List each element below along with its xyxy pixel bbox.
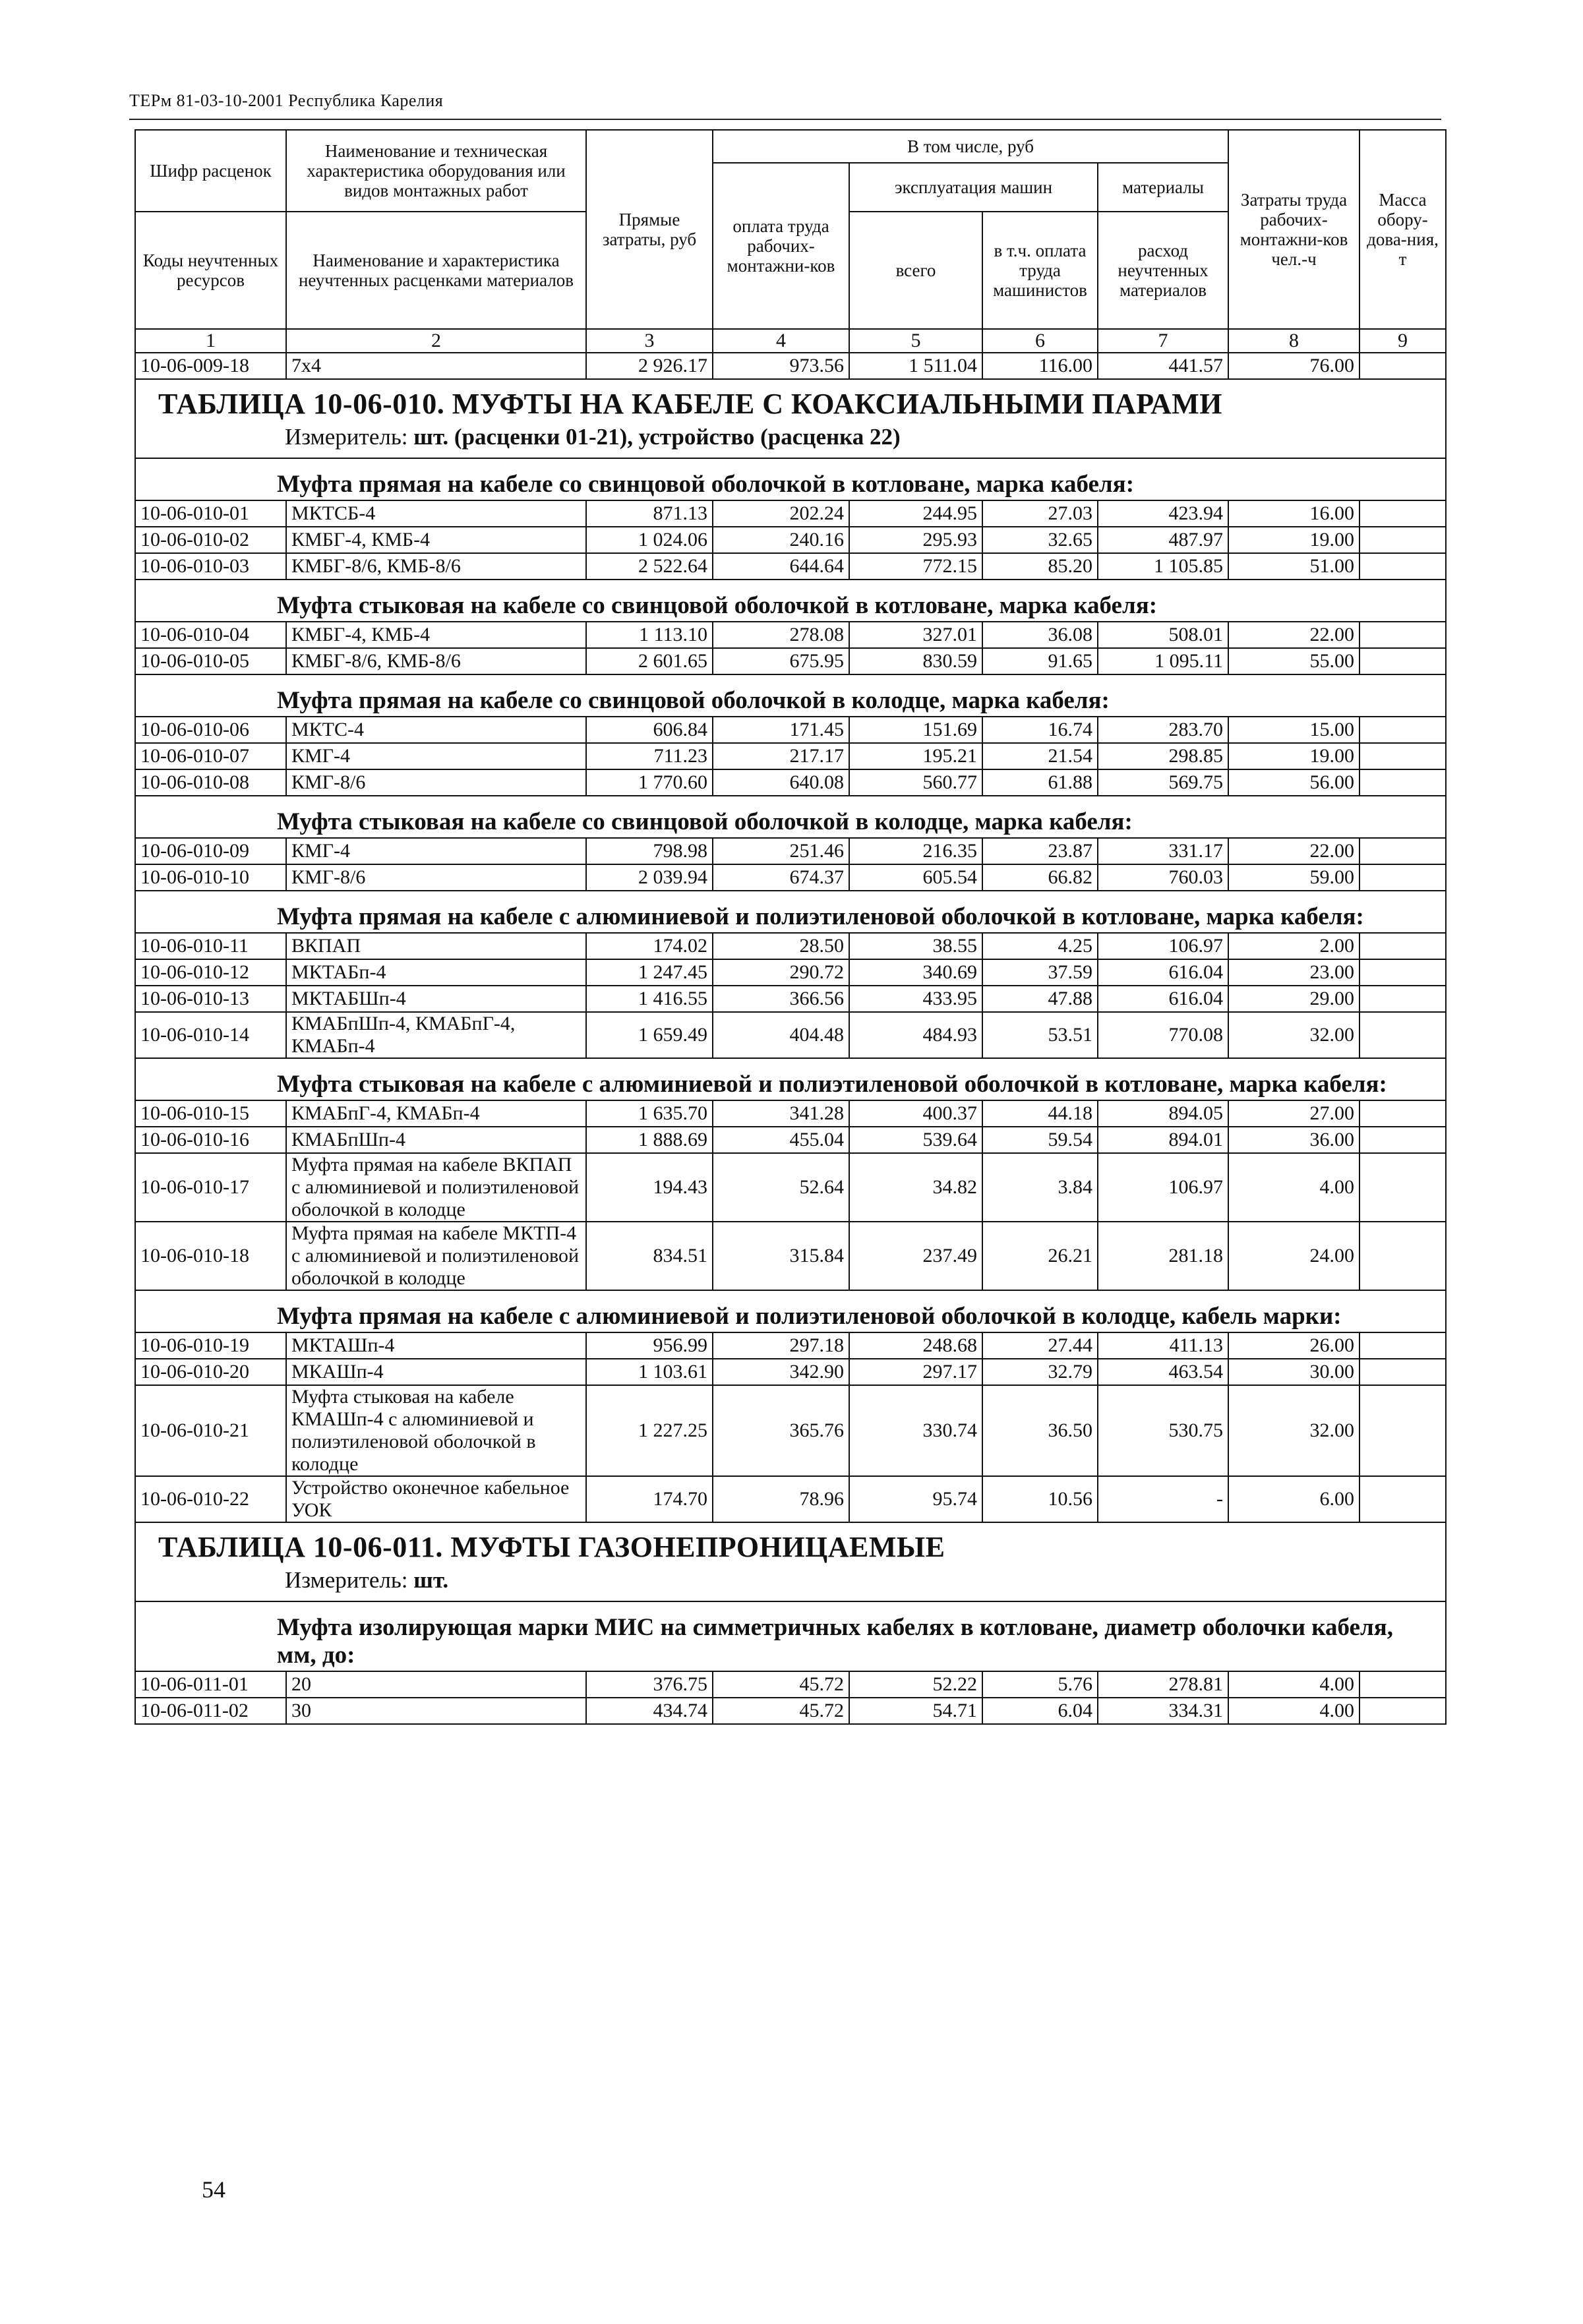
table-row [135, 353, 1446, 379]
worker-wages: 78.96 [713, 1476, 849, 1522]
material-consumption: 106.97 [1098, 1153, 1228, 1222]
worker-wages: 675.95 [713, 648, 849, 674]
table-row [135, 1100, 1446, 1127]
work-name: МКТС-4 [286, 717, 586, 743]
column-number: 7 [1098, 329, 1228, 353]
col-header-labor-hours: Затраты труда рабочих-монтажни-ков чел.-ч [1228, 130, 1359, 329]
machinist-wages: 59.54 [982, 1127, 1098, 1153]
work-name: МКТАБШп-4 [286, 986, 586, 1012]
page-number: 54 [202, 2176, 225, 2203]
labor-hours: 4.00 [1228, 1671, 1359, 1698]
section-heading: Муфта изолирующая марки МИС на симметричных кабелях в котловане, диаметр оболочки кабеля, мм, до: [135, 1601, 1446, 1671]
work-name: 30 [286, 1698, 586, 1724]
equipment-mass [1359, 1153, 1446, 1222]
direct-costs: 1 113.10 [586, 622, 713, 648]
rate-code: 10-06-010-14 [135, 1012, 286, 1058]
machinist-wages: 26.21 [982, 1222, 1098, 1290]
rate-code: 10-06-009-18 [135, 353, 286, 379]
rate-code: 10-06-010-16 [135, 1127, 286, 1153]
equipment-mass [1359, 1012, 1446, 1058]
machinist-wages: 6.04 [982, 1698, 1098, 1724]
labor-hours: 27.00 [1228, 1100, 1359, 1127]
direct-costs: 606.84 [586, 717, 713, 743]
rate-code: 10-06-011-01 [135, 1671, 286, 1698]
work-name: КМГ-4 [286, 743, 586, 769]
machines-total: 52.22 [849, 1671, 982, 1698]
material-consumption: 106.97 [1098, 933, 1228, 959]
work-name: Устройство оконечное кабельное УОК [286, 1476, 586, 1522]
equipment-mass [1359, 743, 1446, 769]
work-name: МКТАШп-4 [286, 1332, 586, 1359]
unit-value: шт. (расценки 01-21), устройство (расценка 22) [413, 424, 901, 450]
machinist-wages: 91.65 [982, 648, 1098, 674]
material-consumption: 283.70 [1098, 717, 1228, 743]
machines-total: 38.55 [849, 933, 982, 959]
machines-total: 34.82 [849, 1153, 982, 1222]
work-name: КМГ-4 [286, 838, 586, 864]
material-consumption: 278.81 [1098, 1671, 1228, 1698]
section-heading: Муфта стыковая на кабеле с алюминиевой и полиэтиленовой оболочкой в котловане, марка кабеля: [135, 1058, 1446, 1100]
rate-code: 10-06-010-19 [135, 1332, 286, 1359]
machines-total: 830.59 [849, 648, 982, 674]
section-heading: Муфта прямая на кабеле с алюминиевой и полиэтиленовой оболочкой в котловане, марка кабеля: [135, 891, 1446, 933]
equipment-mass [1359, 553, 1446, 580]
column-number: 8 [1228, 329, 1359, 353]
machines-total: 95.74 [849, 1476, 982, 1522]
machinist-wages: 116.00 [982, 353, 1098, 379]
equipment-mass [1359, 622, 1446, 648]
col-header-wages: оплата труда рабочих-монтажни-ков [713, 163, 849, 329]
labor-hours: 22.00 [1228, 622, 1359, 648]
table-010-unit [158, 422, 1423, 452]
table-row [135, 769, 1446, 796]
worker-wages: 251.46 [713, 838, 849, 864]
machines-total: 400.37 [849, 1100, 982, 1127]
labor-hours: 36.00 [1228, 1127, 1359, 1153]
header-rule [129, 119, 1441, 120]
work-name: МКТСБ-4 [286, 500, 586, 527]
material-consumption: 894.05 [1098, 1100, 1228, 1127]
equipment-mass [1359, 1359, 1446, 1385]
worker-wages: 365.76 [713, 1385, 849, 1476]
direct-costs: 834.51 [586, 1222, 713, 1290]
rate-code: 10-06-010-20 [135, 1359, 286, 1385]
machines-total: 54.71 [849, 1698, 982, 1724]
machinist-wages: 10.56 [982, 1476, 1098, 1522]
material-consumption: 569.75 [1098, 769, 1228, 796]
equipment-mass [1359, 986, 1446, 1012]
equipment-mass [1359, 769, 1446, 796]
work-name: КМГ-8/6 [286, 864, 586, 891]
table-row [135, 933, 1446, 959]
machines-total: 560.77 [849, 769, 982, 796]
table-row [135, 1012, 1446, 1058]
table-row [135, 1359, 1446, 1385]
rate-code: 10-06-010-07 [135, 743, 286, 769]
direct-costs: 434.74 [586, 1698, 713, 1724]
labor-hours: 6.00 [1228, 1476, 1359, 1522]
direct-costs: 1 227.25 [586, 1385, 713, 1476]
direct-costs: 711.23 [586, 743, 713, 769]
col-header-machines-total: всего [849, 212, 982, 329]
machinist-wages: 66.82 [982, 864, 1098, 891]
work-name: КМБГ-4, КМБ-4 [286, 527, 586, 553]
direct-costs: 1 770.60 [586, 769, 713, 796]
rate-code: 10-06-010-01 [135, 500, 286, 527]
direct-costs: 2 522.64 [586, 553, 713, 580]
material-consumption: 331.17 [1098, 838, 1228, 864]
table-011-unit [158, 1565, 1423, 1595]
worker-wages: 52.64 [713, 1153, 849, 1222]
table-row [135, 648, 1446, 674]
col-header-group-machines: эксплуатация машин [849, 163, 1098, 212]
material-consumption: 770.08 [1098, 1012, 1228, 1058]
machines-total: 433.95 [849, 986, 982, 1012]
table-row [135, 743, 1446, 769]
column-number: 4 [713, 329, 849, 353]
machines-total: 327.01 [849, 622, 982, 648]
table-row [135, 500, 1446, 527]
worker-wages: 217.17 [713, 743, 849, 769]
worker-wages: 290.72 [713, 959, 849, 986]
worker-wages: 202.24 [713, 500, 849, 527]
worker-wages: 455.04 [713, 1127, 849, 1153]
equipment-mass [1359, 1698, 1446, 1724]
direct-costs: 1 247.45 [586, 959, 713, 986]
worker-wages: 45.72 [713, 1671, 849, 1698]
worker-wages: 297.18 [713, 1332, 849, 1359]
direct-costs: 1 659.49 [586, 1012, 713, 1058]
table-row [135, 1385, 1446, 1476]
equipment-mass [1359, 1385, 1446, 1476]
worker-wages: 674.37 [713, 864, 849, 891]
direct-costs: 2 039.94 [586, 864, 713, 891]
work-name: 20 [286, 1671, 586, 1698]
machines-total: 340.69 [849, 959, 982, 986]
machinist-wages: 32.79 [982, 1359, 1098, 1385]
material-consumption: 530.75 [1098, 1385, 1228, 1476]
machinist-wages: 3.84 [982, 1153, 1098, 1222]
table-row [135, 864, 1446, 891]
labor-hours: 32.00 [1228, 1012, 1359, 1058]
col-header-code: Шифр расценок [135, 130, 286, 212]
col-header-material-names: Наименование и характеристика неучтенных расценками материалов [286, 212, 586, 329]
machines-total: 216.35 [849, 838, 982, 864]
rate-code: 10-06-010-12 [135, 959, 286, 986]
section-heading: Муфта прямая на кабеле со свинцовой оболочкой в колодце, марка кабеля: [135, 674, 1446, 717]
material-consumption: 334.31 [1098, 1698, 1228, 1724]
material-consumption: 411.13 [1098, 1332, 1228, 1359]
table-row [135, 1476, 1446, 1522]
direct-costs: 871.13 [586, 500, 713, 527]
direct-costs: 376.75 [586, 1671, 713, 1698]
equipment-mass [1359, 1222, 1446, 1290]
column-number: 9 [1359, 329, 1446, 353]
section-heading: Муфта стыковая на кабеле со свинцовой оболочкой в колодце, марка кабеля: [135, 796, 1446, 838]
unit-label: Измеритель: [285, 424, 408, 450]
machinist-wages: 21.54 [982, 743, 1098, 769]
direct-costs: 174.70 [586, 1476, 713, 1522]
table-row [135, 1153, 1446, 1222]
direct-costs: 2 926.17 [586, 353, 713, 379]
machinist-wages: 32.65 [982, 527, 1098, 553]
material-consumption: 1 095.11 [1098, 648, 1228, 674]
labor-hours: 19.00 [1228, 527, 1359, 553]
machines-total: 772.15 [849, 553, 982, 580]
column-number: 6 [982, 329, 1098, 353]
unit-label: Измеритель: [285, 1567, 408, 1593]
material-consumption: 1 105.85 [1098, 553, 1228, 580]
equipment-mass [1359, 1671, 1446, 1698]
material-consumption: - [1098, 1476, 1228, 1522]
col-header-group-incl: В том числе, руб [713, 130, 1228, 163]
table-010-caption [135, 379, 1446, 458]
machines-total: 195.21 [849, 743, 982, 769]
equipment-mass [1359, 500, 1446, 527]
worker-wages: 278.08 [713, 622, 849, 648]
machines-total: 244.95 [849, 500, 982, 527]
machines-total: 297.17 [849, 1359, 982, 1385]
machinist-wages: 16.74 [982, 717, 1098, 743]
labor-hours: 32.00 [1228, 1385, 1359, 1476]
work-name: Муфта стыковая на кабеле КМАШп-4 с алюминиевой и полиэтиленовой оболочкой в колодце [286, 1385, 586, 1476]
rate-code: 10-06-010-06 [135, 717, 286, 743]
table-row [135, 1698, 1446, 1724]
labor-hours: 16.00 [1228, 500, 1359, 527]
equipment-mass [1359, 1332, 1446, 1359]
col-header-machinist-wages: в т.ч. оплата труда машинистов [982, 212, 1098, 329]
machinist-wages: 44.18 [982, 1100, 1098, 1127]
material-consumption: 463.54 [1098, 1359, 1228, 1385]
work-name: КМБГ-4, КМБ-4 [286, 622, 586, 648]
work-name: КМБГ-8/6, КМБ-8/6 [286, 648, 586, 674]
table-row [135, 838, 1446, 864]
labor-hours: 55.00 [1228, 648, 1359, 674]
material-consumption: 760.03 [1098, 864, 1228, 891]
direct-costs: 1 635.70 [586, 1100, 713, 1127]
worker-wages: 973.56 [713, 353, 849, 379]
rate-code: 10-06-010-08 [135, 769, 286, 796]
machines-total: 295.93 [849, 527, 982, 553]
labor-hours: 2.00 [1228, 933, 1359, 959]
work-name: Муфта прямая на кабеле ВКПАП с алюминиевой и полиэтиленовой оболочкой в колодце [286, 1153, 586, 1222]
machinist-wages: 5.76 [982, 1671, 1098, 1698]
rate-code: 10-06-010-18 [135, 1222, 286, 1290]
direct-costs: 1 416.55 [586, 986, 713, 1012]
work-name: КМГ-8/6 [286, 769, 586, 796]
rates-table [134, 129, 1447, 1725]
equipment-mass [1359, 959, 1446, 986]
rate-code: 10-06-010-15 [135, 1100, 286, 1127]
material-consumption: 298.85 [1098, 743, 1228, 769]
direct-costs: 1 024.06 [586, 527, 713, 553]
worker-wages: 171.45 [713, 717, 849, 743]
work-name: ВКПАП [286, 933, 586, 959]
rate-code: 10-06-010-02 [135, 527, 286, 553]
direct-costs: 174.02 [586, 933, 713, 959]
table-row [135, 622, 1446, 648]
table-row [135, 717, 1446, 743]
rate-code: 10-06-010-13 [135, 986, 286, 1012]
section-heading: Муфта стыковая на кабеле со свинцовой оболочкой в котловане, марка кабеля: [135, 580, 1446, 622]
col-header-group-materials: материалы [1098, 163, 1228, 212]
machinist-wages: 37.59 [982, 959, 1098, 986]
equipment-mass [1359, 1100, 1446, 1127]
work-name: 7х4 [286, 353, 586, 379]
direct-costs: 194.43 [586, 1153, 713, 1222]
machinist-wages: 47.88 [982, 986, 1098, 1012]
labor-hours: 4.00 [1228, 1153, 1359, 1222]
section-heading: Муфта прямая на кабеле с алюминиевой и полиэтиленовой оболочкой в колодце, кабель марки: [135, 1290, 1446, 1332]
material-consumption: 487.97 [1098, 527, 1228, 553]
labor-hours: 51.00 [1228, 553, 1359, 580]
machines-total: 248.68 [849, 1332, 982, 1359]
direct-costs: 956.99 [586, 1332, 713, 1359]
rate-code: 10-06-010-17 [135, 1153, 286, 1222]
work-name: КМАБпШп-4 [286, 1127, 586, 1153]
material-consumption: 616.04 [1098, 959, 1228, 986]
machinist-wages: 53.51 [982, 1012, 1098, 1058]
machines-total: 330.74 [849, 1385, 982, 1476]
worker-wages: 315.84 [713, 1222, 849, 1290]
machinist-wages: 4.25 [982, 933, 1098, 959]
labor-hours: 56.00 [1228, 769, 1359, 796]
material-consumption: 441.57 [1098, 353, 1228, 379]
table-row [135, 1127, 1446, 1153]
table-row [135, 1332, 1446, 1359]
material-consumption: 508.01 [1098, 622, 1228, 648]
worker-wages: 240.16 [713, 527, 849, 553]
machinist-wages: 85.20 [982, 553, 1098, 580]
rate-code: 10-06-010-04 [135, 622, 286, 648]
equipment-mass [1359, 1476, 1446, 1522]
machinist-wages: 36.50 [982, 1385, 1098, 1476]
rate-code: 10-06-010-09 [135, 838, 286, 864]
labor-hours: 15.00 [1228, 717, 1359, 743]
table-row [135, 553, 1446, 580]
machines-total: 151.69 [849, 717, 982, 743]
col-header-resource-codes: Коды неучтенных ресурсов [135, 212, 286, 329]
unit-value: шт. [413, 1567, 449, 1593]
column-number: 5 [849, 329, 982, 353]
table-row [135, 1671, 1446, 1698]
labor-hours: 22.00 [1228, 838, 1359, 864]
labor-hours: 29.00 [1228, 986, 1359, 1012]
labor-hours: 24.00 [1228, 1222, 1359, 1290]
worker-wages: 640.08 [713, 769, 849, 796]
col-header-name: Наименование и техническая характеристика оборудования или видов монтажных работ [286, 130, 586, 212]
equipment-mass [1359, 933, 1446, 959]
table-010-title: ТАБЛИЦА 10-06-010. МУФТЫ НА КАБЕЛЕ С КОАКСИАЛЬНЫМИ ПАРАМИ [158, 388, 1223, 420]
rate-code: 10-06-010-03 [135, 553, 286, 580]
machinist-wages: 36.08 [982, 622, 1098, 648]
labor-hours: 76.00 [1228, 353, 1359, 379]
worker-wages: 404.48 [713, 1012, 849, 1058]
worker-wages: 45.72 [713, 1698, 849, 1724]
work-name: КМБГ-8/6, КМБ-8/6 [286, 553, 586, 580]
equipment-mass [1359, 527, 1446, 553]
machines-total: 484.93 [849, 1012, 982, 1058]
machines-total: 539.64 [849, 1127, 982, 1153]
work-name: Муфта прямая на кабеле МКТП-4 с алюминиевой и полиэтиленовой оболочкой в колодце [286, 1222, 586, 1290]
col-header-mass: Масса обору-дова-ния, т [1359, 130, 1446, 329]
rate-code: 10-06-010-11 [135, 933, 286, 959]
equipment-mass [1359, 717, 1446, 743]
col-header-material-consumption: расход неучтенных материалов [1098, 212, 1228, 329]
section-heading: Муфта прямая на кабеле со свинцовой оболочкой в котловане, марка кабеля: [135, 458, 1446, 500]
machines-total: 1 511.04 [849, 353, 982, 379]
labor-hours: 19.00 [1228, 743, 1359, 769]
material-consumption: 281.18 [1098, 1222, 1228, 1290]
equipment-mass [1359, 648, 1446, 674]
labor-hours: 4.00 [1228, 1698, 1359, 1724]
direct-costs: 2 601.65 [586, 648, 713, 674]
worker-wages: 341.28 [713, 1100, 849, 1127]
machinist-wages: 23.87 [982, 838, 1098, 864]
column-number: 3 [586, 329, 713, 353]
column-number: 1 [135, 329, 286, 353]
rate-code: 10-06-010-10 [135, 864, 286, 891]
worker-wages: 366.56 [713, 986, 849, 1012]
rate-code: 10-06-011-02 [135, 1698, 286, 1724]
worker-wages: 28.50 [713, 933, 849, 959]
table-row [135, 959, 1446, 986]
labor-hours: 59.00 [1228, 864, 1359, 891]
machinist-wages: 61.88 [982, 769, 1098, 796]
work-name: МКАШп-4 [286, 1359, 586, 1385]
direct-costs: 1 103.61 [586, 1359, 713, 1385]
equipment-mass [1359, 353, 1446, 379]
equipment-mass [1359, 838, 1446, 864]
machines-total: 237.49 [849, 1222, 982, 1290]
material-consumption: 423.94 [1098, 500, 1228, 527]
work-name: КМАБпГ-4, КМАБп-4 [286, 1100, 586, 1127]
rate-code: 10-06-010-05 [135, 648, 286, 674]
work-name: МКТАБп-4 [286, 959, 586, 986]
machines-total: 605.54 [849, 864, 982, 891]
work-name: КМАБпШп-4, КМАБпГ-4, КМАБп-4 [286, 1012, 586, 1058]
material-consumption: 616.04 [1098, 986, 1228, 1012]
worker-wages: 342.90 [713, 1359, 849, 1385]
machinist-wages: 27.44 [982, 1332, 1098, 1359]
table-row [135, 527, 1446, 553]
equipment-mass [1359, 1127, 1446, 1153]
table-011-title: ТАБЛИЦА 10-06-011. МУФТЫ ГАЗОНЕПРОНИЦАЕМЫЕ [158, 1531, 945, 1563]
column-number: 2 [286, 329, 586, 353]
table-row [135, 986, 1446, 1012]
rate-code: 10-06-010-21 [135, 1385, 286, 1476]
labor-hours: 23.00 [1228, 959, 1359, 986]
table-row [135, 1222, 1446, 1290]
direct-costs: 798.98 [586, 838, 713, 864]
column-number-row [135, 329, 1446, 353]
labor-hours: 30.00 [1228, 1359, 1359, 1385]
labor-hours: 26.00 [1228, 1332, 1359, 1359]
col-header-direct-costs: Прямые затраты, руб [586, 130, 713, 329]
direct-costs: 1 888.69 [586, 1127, 713, 1153]
material-consumption: 894.01 [1098, 1127, 1228, 1153]
worker-wages: 644.64 [713, 553, 849, 580]
rate-code: 10-06-010-22 [135, 1476, 286, 1522]
machinist-wages: 27.03 [982, 500, 1098, 527]
equipment-mass [1359, 864, 1446, 891]
table-011-caption [135, 1522, 1446, 1601]
document-header: ТЕРм 81-03-10-2001 Республика Карелия [129, 91, 444, 110]
